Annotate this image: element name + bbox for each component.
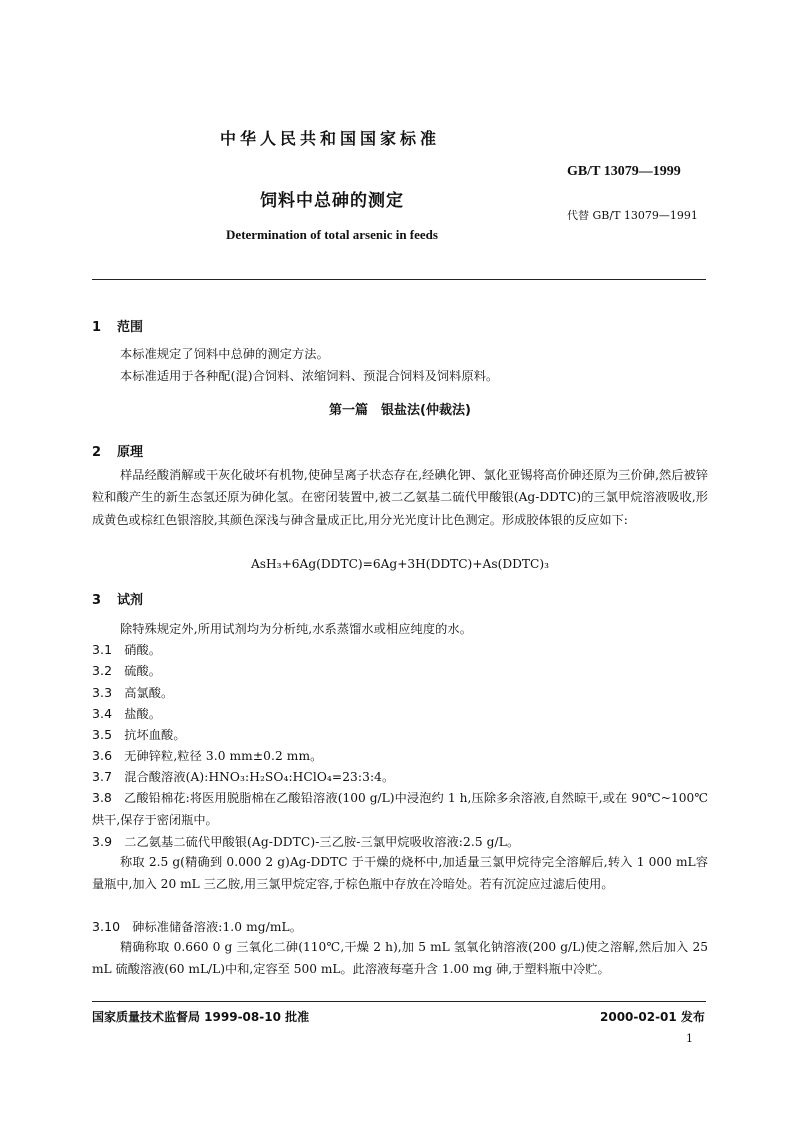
- clause-number: 3.10: [92, 919, 121, 934]
- clause-3-4: [92, 705, 161, 722]
- replaces-standard: 代替 GB/T 13079—1991: [567, 209, 698, 222]
- clause-number: 3.9: [92, 834, 113, 849]
- clause-text: 乙酸铅棉花:将医用脱脂棉在乙酸铅溶液(100 g/L)中浸泡约 1 h,压除多余溶液,自然晾干,或在 90℃~100℃烘干,保存于密闭瓶中。: [92, 791, 708, 828]
- clause-3-10: [92, 918, 302, 935]
- section-2-paragraph: 样品经酸消解或干灰化破坏有机物,使砷呈离子状态存在,经碘化钾、氯化亚锡将高价砷还原为三价砷,然后被锌粒和酸产生的新生态氢还原为砷化氢。在密闭装置中,被二乙氨基二硫代甲酸银(Ag-DDTC)的三氯甲烷溶液吸收,形成黄色或棕红色银溶胶,其颜色深浅与砷含量成正比,用分光光度计比色测定。形成胶体银的反应如下:: [92, 468, 708, 527]
- clause-text: 无砷锌粒,粒径 3.0 mm±0.2 mm。: [124, 749, 323, 763]
- clause-text: 抗坏血酸。: [124, 728, 186, 742]
- english-title: Determination of total arsenic in feeds: [226, 227, 438, 242]
- section-2-heading: [92, 441, 143, 460]
- clause-number: 3.6: [92, 748, 113, 763]
- clause-number: 3.7: [92, 769, 113, 784]
- clause-3-9: [92, 833, 519, 850]
- section-3-intro: 除特殊规定外,所用试剂均为分析纯,水系蒸馏水或相应纯度的水。: [120, 622, 472, 636]
- section-title: 试剂: [117, 593, 144, 608]
- clause-number: 3.1: [92, 642, 113, 657]
- clause-3-6: [92, 747, 322, 764]
- clause-text: 二乙氨基二硫代甲酸银(Ag-DDTC)-三乙胺-三氯甲烷吸收溶液:2.5 g/L。: [124, 835, 520, 849]
- release-date: 2000-02-01 发布: [600, 1010, 705, 1024]
- section-number: 3: [92, 593, 102, 608]
- page-number: 1: [686, 1032, 693, 1045]
- section-title: 原理: [117, 445, 144, 460]
- clause-3-10-paragraph: 精确称取 0.660 0 g 三氧化二砷(110℃,干燥 2 h),加 5 mL 氢氧化钠溶液(200 g/L)使之溶解,然后加入 25 mL 硫酸溶液(60 mL/L)中和,定容至 500 mL。此溶液每毫升含 1.00 mg 砷,于塑料瓶中冷贮。: [92, 940, 708, 977]
- section-title: 范围: [117, 320, 144, 335]
- header-divider: [92, 279, 706, 280]
- clause-text: 砷标准储备溶液:1.0 mg/mL。: [132, 920, 303, 934]
- clause-number: 3.2: [92, 663, 113, 678]
- clause-text: 硝酸。: [124, 643, 162, 657]
- clause-number: 3.5: [92, 727, 113, 742]
- section-3-heading: [92, 589, 143, 608]
- clause-text: 高氯酸。: [124, 686, 174, 700]
- clause-number: 3.3: [92, 685, 113, 700]
- clause-3-1: [92, 641, 161, 658]
- section-1-heading: [92, 316, 143, 335]
- clause-text: 混合酸溶液(A):HNO₃:H₂SO₄:HClO₄=23:3:4。: [124, 770, 395, 784]
- part-title: 第一篇 银盐法(仲裁法): [329, 403, 471, 418]
- section-number: 2: [92, 445, 102, 460]
- clause-3-3: [92, 684, 173, 701]
- standard-number: GB/T 13079—1999: [567, 164, 681, 179]
- section-1-paragraph-1: 本标准规定了饲料中总砷的测定方法。: [120, 347, 329, 361]
- clause-number: 3.4: [92, 706, 113, 721]
- clause-3-5: [92, 726, 186, 743]
- section-1-paragraph-2: 本标准适用于各种配(混)合饲料、浓缩饲料、预混合饲料及饲料原料。: [120, 369, 499, 383]
- clause-3-2: [92, 662, 161, 679]
- reaction-formula: AsH₃+6Ag(DDTC)=6Ag+3H(DDTC)+As(DDTC)₃: [251, 557, 549, 571]
- national-standard-heading: 中华人民共和国国家标准: [219, 129, 440, 148]
- document-title: 饲料中总砷的测定: [260, 191, 404, 211]
- clause-text: 盐酸。: [124, 707, 162, 721]
- section-number: 1: [92, 320, 102, 335]
- clause-3-9-paragraph: 称取 2.5 g(精确到 0.000 2 g)Ag-DDTC 于干燥的烧杯中,加适量三氯甲烷待完全溶解后,转入 1 000 mL容量瓶中,加入 20 mL 三乙胺,用三氯甲烷定容,于棕色瓶中存放在冷暗处。若有沉淀应过滤后使用。: [92, 855, 708, 892]
- clause-3-7: [92, 768, 394, 785]
- clause-text: 硫酸。: [124, 664, 162, 678]
- footer-divider: [92, 1001, 706, 1002]
- clause-3-8: [92, 787, 708, 832]
- approval-statement: 国家质量技术监督局 1999-08-10 批准: [92, 1010, 310, 1024]
- clause-number: 3.8: [92, 790, 112, 805]
